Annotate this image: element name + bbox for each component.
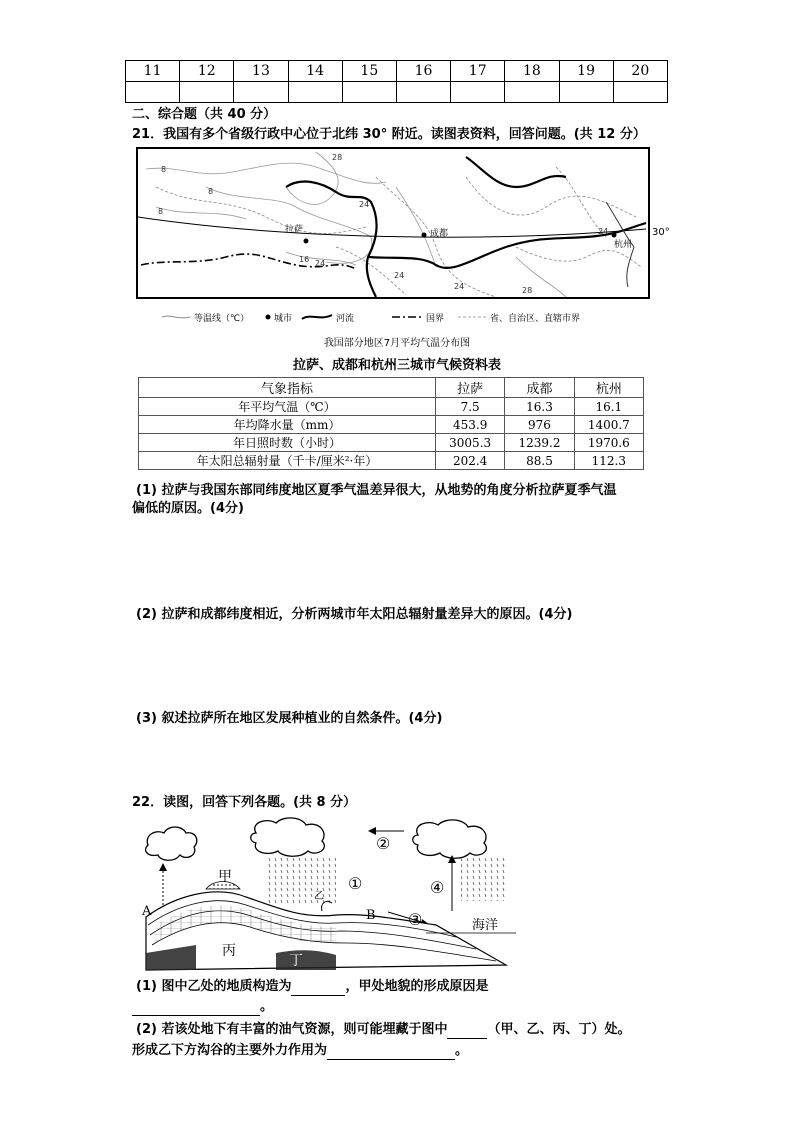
arrow-label-2: ② — [376, 834, 391, 853]
city-label-hangzhou: 杭州 — [614, 240, 633, 250]
answer-grid-number-row — [126, 61, 668, 82]
isotherm-label: 16 — [299, 255, 310, 264]
isotherm-label: 8 — [161, 165, 167, 174]
section-title: 二、综合题（共 40 分） — [132, 107, 277, 122]
label-ding: 丁 — [289, 953, 303, 969]
q21-sub3: (3) 叙述拉萨所在地区发展种植业的自然条件。(4分) — [136, 711, 443, 726]
label-ocean: 海洋 — [472, 918, 499, 933]
value-cell: 1400.7 — [574, 416, 643, 434]
answer-cell[interactable] — [396, 82, 450, 103]
q22-sub2-text-a: (2) 若该处地下有丰富的油气资源，则可能埋藏于图中 — [136, 1022, 448, 1037]
arrow-label-3: ③ — [408, 910, 423, 929]
answer-blank[interactable] — [447, 1024, 487, 1039]
isotherm-label: 24 — [315, 259, 326, 268]
answer-blank[interactable] — [327, 1045, 455, 1060]
answer-cell[interactable] — [451, 82, 505, 103]
clouds — [146, 818, 487, 860]
city-label-lhasa: 拉萨 — [285, 225, 304, 235]
answer-number: 18 — [505, 61, 559, 82]
cloud-left — [146, 827, 197, 860]
legend-border: 国界 — [426, 314, 445, 324]
legend-city: 城市 — [274, 314, 293, 324]
rain-right — [461, 857, 507, 901]
q21-sub1-line2: 偏低的原因。(4分) — [132, 501, 244, 516]
answer-cell[interactable] — [613, 82, 667, 103]
q22-sub1-line2 — [132, 998, 273, 1016]
header-cell: 气象指标 — [139, 378, 436, 398]
answer-number: 14 — [288, 61, 342, 82]
answer-cell[interactable] — [126, 82, 180, 103]
climate-table-title: 拉萨、成都和杭州三城市气候资料表 — [292, 358, 501, 373]
rain-middle — [266, 855, 336, 903]
answer-number: 11 — [126, 61, 180, 82]
answer-grid — [125, 60, 668, 103]
value-cell: 7.5 — [436, 398, 505, 416]
value-cell: 1970.6 — [574, 434, 643, 452]
label-bing: 丙 — [222, 943, 236, 959]
answer-blank[interactable] — [132, 1001, 260, 1016]
value-cell: 3005.3 — [436, 434, 505, 452]
label-a: A — [142, 904, 152, 919]
q21-stem: 21．我国有多个省级行政中心位于北纬 30° 附近。读图表资料，回答问题。(共 12 分） — [132, 127, 646, 142]
answer-cell[interactable] — [288, 82, 342, 103]
answer-cell[interactable] — [180, 82, 234, 103]
isotherm-label: 24 — [598, 227, 609, 236]
map-caption: 我国部分地区7月平均气温分布图 — [323, 338, 471, 349]
value-cell: 976 — [505, 416, 574, 434]
legend-province: 省、自治区、直辖市界 — [490, 314, 581, 324]
legend-river-symbol — [302, 315, 332, 319]
q22-sub1-line1 — [136, 978, 488, 996]
table-row — [139, 398, 644, 416]
isotherm-label: 24 — [359, 200, 370, 209]
label-b: B — [366, 908, 376, 923]
climate-table — [138, 377, 644, 470]
value-cell: 1239.2 — [505, 434, 574, 452]
arrow-head — [368, 827, 376, 835]
q22-sub2-end: 。 — [455, 1043, 469, 1058]
q21-sub1-line1: (1) 拉萨与我国东部同纬度地区夏季气温差异很大，从地势的角度分析拉萨夏季气温 — [136, 483, 617, 498]
answer-cell[interactable] — [559, 82, 613, 103]
label-yi: 乙 — [314, 891, 324, 902]
answer-cell[interactable] — [505, 82, 559, 103]
indicator-cell: 年日照时数（小时） — [139, 434, 436, 452]
isotherm-label: 24 — [454, 282, 465, 291]
isotherm-label: 8 — [208, 187, 214, 196]
table-row — [139, 452, 644, 470]
header-cell: 拉萨 — [436, 378, 505, 398]
q22-sub1-end: 。 — [260, 999, 274, 1014]
q22-stem: 22．读图，回答下列各题。(共 8 分） — [132, 795, 357, 810]
answer-grid-blank-row — [126, 82, 668, 103]
answer-number: 17 — [451, 61, 505, 82]
map-frame — [137, 148, 649, 298]
arrow-label-1: ① — [348, 874, 363, 893]
answer-number: 16 — [396, 61, 450, 82]
answer-number: 19 — [559, 61, 613, 82]
cloud-right — [413, 820, 487, 858]
climate-table-header — [139, 378, 644, 398]
map-legend — [160, 309, 640, 325]
answer-number: 15 — [342, 61, 396, 82]
isotherm-label: 24 — [394, 271, 405, 280]
value-cell: 88.5 — [505, 452, 574, 470]
indicator-cell: 年平均气温（℃） — [139, 398, 436, 416]
q22-sub1-text-b: ，甲处地貌的形成原因是 — [345, 979, 489, 994]
cloud-middle — [251, 818, 325, 856]
answer-number: 12 — [180, 61, 234, 82]
temperature-map — [136, 147, 650, 299]
header-cell: 杭州 — [574, 378, 643, 398]
value-cell: 16.1 — [574, 398, 643, 416]
answer-blank[interactable] — [291, 981, 345, 996]
value-cell: 112.3 — [574, 452, 643, 470]
isotherm-label: 8 — [158, 207, 164, 216]
legend-river: 河流 — [336, 314, 355, 324]
indicator-cell: 年太阳总辐射量（千卡/厘米²·年） — [139, 452, 436, 470]
city-hangzhou-dot — [612, 233, 617, 238]
isotherm-label: 28 — [522, 286, 533, 295]
table-row — [139, 416, 644, 434]
answer-number: 20 — [613, 61, 667, 82]
q22-sub2-text-c: 形成乙下方沟谷的主要外力作用为 — [132, 1043, 328, 1058]
bedrock-ding — [276, 950, 336, 970]
indicator-cell: 年均降水量（mm） — [139, 416, 436, 434]
legend-isotherm-symbol — [162, 316, 190, 318]
q21-sub2: (2) 拉萨和成都纬度相近，分析两城市年太阳总辐射量差异大的原因。(4分) — [136, 607, 573, 622]
geology-diagram — [136, 815, 526, 973]
table-row — [139, 434, 644, 452]
header-cell: 成都 — [505, 378, 574, 398]
value-cell: 453.9 — [436, 416, 505, 434]
label-jia: 甲 — [218, 869, 232, 885]
q22-sub2-line1 — [136, 1021, 630, 1039]
city-label-chengdu: 成都 — [430, 229, 449, 239]
latitude-label: 30° — [652, 227, 670, 238]
answer-cell[interactable] — [342, 82, 396, 103]
legend-city-symbol — [266, 315, 271, 320]
answer-cell[interactable] — [234, 82, 288, 103]
q22-sub1-text-a: (1) 图中乙处的地质构造为 — [136, 979, 292, 994]
arrow-label-4: ④ — [430, 878, 445, 897]
city-chengdu-dot — [422, 233, 427, 238]
q22-sub2-line2 — [132, 1042, 468, 1060]
answer-number: 13 — [234, 61, 288, 82]
city-lhasa-dot — [304, 239, 309, 244]
q22-sub2-text-b: （甲、乙、丙、丁）处。 — [487, 1022, 631, 1037]
legend-isotherm: 等温线（℃） — [194, 314, 250, 324]
value-cell: 202.4 — [436, 452, 505, 470]
arrow-head — [159, 863, 167, 871]
value-cell: 16.3 — [505, 398, 574, 416]
isotherm-label: 28 — [332, 153, 343, 162]
